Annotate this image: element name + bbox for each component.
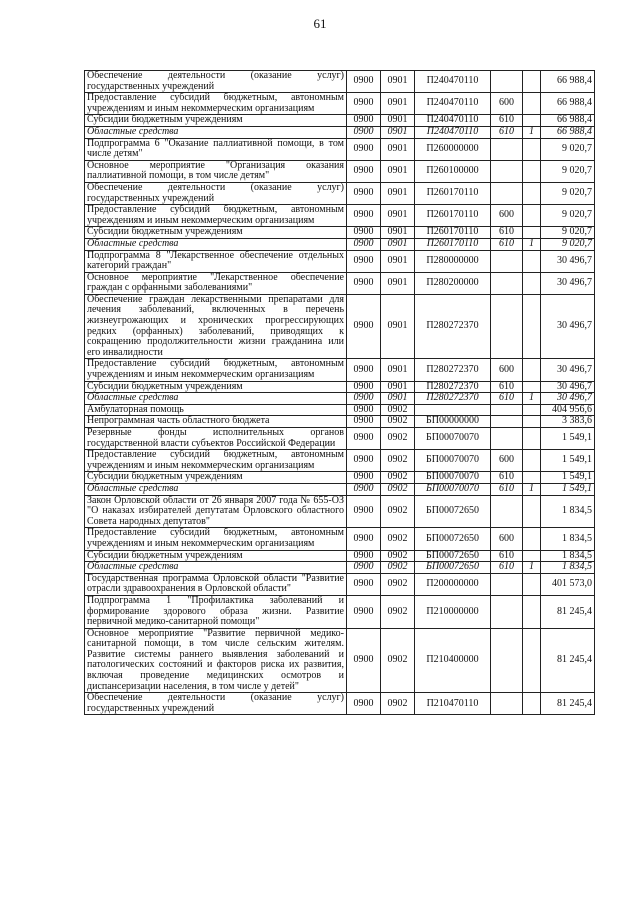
row-expense-type: 600 (491, 205, 523, 227)
row-source-code (523, 359, 541, 381)
row-section-code: 0900 (347, 138, 381, 160)
row-target-code: БП00070070 (415, 428, 491, 450)
row-subsection-code: 0901 (381, 205, 415, 227)
row-section-code: 0900 (347, 393, 381, 405)
row-subsection-code: 0902 (381, 573, 415, 595)
row-section-code: 0900 (347, 227, 381, 239)
row-section-code: 0900 (347, 404, 381, 416)
row-expense-type (491, 182, 523, 204)
row-target-code: БП00072650 (415, 528, 491, 550)
row-target-code: П260170110 (415, 182, 491, 204)
row-target-code: П280200000 (415, 272, 491, 294)
table-row (85, 160, 595, 182)
row-expense-type: 610 (491, 126, 523, 138)
row-amount: 81 245,4 (541, 693, 595, 715)
row-source-code (523, 472, 541, 484)
row-subsection-code: 0901 (381, 294, 415, 359)
table-row (85, 205, 595, 227)
table-row (85, 182, 595, 204)
row-expense-type (491, 160, 523, 182)
row-expense-type: 610 (491, 483, 523, 495)
table-row (85, 573, 595, 595)
row-subsection-code: 0902 (381, 628, 415, 693)
row-section-code: 0900 (347, 472, 381, 484)
row-section-code: 0900 (347, 71, 381, 93)
row-expense-type (491, 693, 523, 715)
row-amount: 30 496,7 (541, 294, 595, 359)
page-number: 61 (313, 16, 327, 31)
row-subsection-code: 0901 (381, 115, 415, 127)
row-source-code (523, 182, 541, 204)
row-source-code (523, 595, 541, 628)
row-source-code (523, 250, 541, 272)
row-amount: 1 549,1 (541, 483, 595, 495)
row-amount: 9 020,7 (541, 205, 595, 227)
row-expense-type (491, 294, 523, 359)
row-source-code (523, 205, 541, 227)
row-expense-type (491, 272, 523, 294)
table-row (85, 115, 595, 127)
row-subsection-code: 0902 (381, 404, 415, 416)
row-subsection-code: 0902 (381, 562, 415, 574)
row-name: Областные средства (85, 483, 347, 495)
row-subsection-code: 0902 (381, 595, 415, 628)
table-row (85, 359, 595, 381)
row-section-code: 0900 (347, 450, 381, 472)
table-row (85, 428, 595, 450)
row-expense-type (491, 428, 523, 450)
table-row (85, 595, 595, 628)
row-section-code: 0900 (347, 483, 381, 495)
row-section-code: 0900 (347, 573, 381, 595)
row-amount: 9 020,7 (541, 238, 595, 250)
row-expense-type: 600 (491, 359, 523, 381)
row-name: Основное мероприятие "Лекарственное обеспечение граждан с орфанными заболеваниями" (85, 272, 347, 294)
row-target-code (415, 404, 491, 416)
row-source-code: 1 (523, 126, 541, 138)
row-name: Предоставление субсидий бюджетным, автономным учреждениям и иным некоммерческим организациям (85, 528, 347, 550)
table-row (85, 272, 595, 294)
row-source-code (523, 404, 541, 416)
table-row (85, 227, 595, 239)
row-subsection-code: 0902 (381, 550, 415, 562)
row-expense-type: 610 (491, 393, 523, 405)
row-subsection-code: 0901 (381, 93, 415, 115)
row-target-code: БП00000000 (415, 416, 491, 428)
table-row (85, 381, 595, 393)
row-target-code: П280272370 (415, 294, 491, 359)
row-name: Непрограммная часть областного бюджета (85, 416, 347, 428)
row-subsection-code: 0902 (381, 416, 415, 428)
row-name: Предоставление субсидий бюджетным, автономным учреждениям и иным некоммерческим организациям (85, 93, 347, 115)
row-subsection-code: 0901 (381, 381, 415, 393)
row-name: Обеспечение граждан лекарственными препаратами для лечения заболеваний, включенных в перечень жизнеугрожающих и хронических прогрессирующих редких (орфанных) заболеваний, приводящих к сокращению продолжительности жизни гражданина или его инвалидности (85, 294, 347, 359)
row-subsection-code: 0901 (381, 126, 415, 138)
row-amount: 81 245,4 (541, 628, 595, 693)
row-section-code: 0900 (347, 115, 381, 127)
row-expense-type (491, 138, 523, 160)
row-source-code: 1 (523, 483, 541, 495)
row-amount: 9 020,7 (541, 182, 595, 204)
row-amount: 66 988,4 (541, 93, 595, 115)
row-expense-type (491, 495, 523, 528)
table-row (85, 71, 595, 93)
row-source-code (523, 227, 541, 239)
row-source-code (523, 528, 541, 550)
table-row (85, 562, 595, 574)
row-amount: 1 834,5 (541, 495, 595, 528)
row-amount: 401 573,0 (541, 573, 595, 595)
row-target-code: П280000000 (415, 250, 491, 272)
row-section-code: 0900 (347, 550, 381, 562)
row-target-code: П240470110 (415, 71, 491, 93)
row-target-code: П210000000 (415, 595, 491, 628)
row-target-code: П240470110 (415, 126, 491, 138)
row-expense-type (491, 416, 523, 428)
row-target-code: П210400000 (415, 628, 491, 693)
row-section-code: 0900 (347, 628, 381, 693)
row-subsection-code: 0901 (381, 182, 415, 204)
row-source-code (523, 294, 541, 359)
row-section-code: 0900 (347, 182, 381, 204)
row-amount: 9 020,7 (541, 227, 595, 239)
row-target-code: П200000000 (415, 573, 491, 595)
row-expense-type: 610 (491, 562, 523, 574)
row-source-code (523, 381, 541, 393)
table-row (85, 550, 595, 562)
row-section-code: 0900 (347, 428, 381, 450)
table-row (85, 250, 595, 272)
row-expense-type: 610 (491, 115, 523, 127)
table-row (85, 138, 595, 160)
row-name: Амбулаторная помощь (85, 404, 347, 416)
row-amount: 3 383,6 (541, 416, 595, 428)
row-amount: 30 496,7 (541, 359, 595, 381)
row-section-code: 0900 (347, 272, 381, 294)
row-name: Основное мероприятие "Развитие первичной медико-санитарной помощи, в том числе сельским жителям. Развитие системы раннего выявления заболеваний и патологических состояний и факторов риска их развития, включая проведение медицинских осмотров и диспансеризации населения, в том числе у детей" (85, 628, 347, 693)
row-subsection-code: 0901 (381, 359, 415, 381)
row-target-code: П210470110 (415, 693, 491, 715)
row-name: Основное мероприятие "Организация оказания паллиативной помощи, в том числе детям" (85, 160, 347, 182)
table-row (85, 450, 595, 472)
row-source-code (523, 428, 541, 450)
row-target-code: П280272370 (415, 359, 491, 381)
row-target-code: П260170110 (415, 227, 491, 239)
table-row (85, 416, 595, 428)
row-amount: 1 834,5 (541, 562, 595, 574)
table-row (85, 126, 595, 138)
row-source-code (523, 495, 541, 528)
row-expense-type: 610 (491, 550, 523, 562)
row-subsection-code: 0902 (381, 528, 415, 550)
row-subsection-code: 0901 (381, 71, 415, 93)
row-name: Предоставление субсидий бюджетным, автономным учреждениям и иным некоммерческим организациям (85, 450, 347, 472)
row-amount: 81 245,4 (541, 595, 595, 628)
row-section-code: 0900 (347, 250, 381, 272)
row-name: Субсидии бюджетным учреждениям (85, 381, 347, 393)
row-name: Подпрограмма 8 "Лекарственное обеспечение отдельных категорий граждан" (85, 250, 347, 272)
row-amount: 9 020,7 (541, 138, 595, 160)
row-section-code: 0900 (347, 359, 381, 381)
row-expense-type: 610 (491, 381, 523, 393)
row-name: Предоставление субсидий бюджетным, автономным учреждениям и иным некоммерческим организациям (85, 205, 347, 227)
row-amount: 1 549,1 (541, 450, 595, 472)
row-expense-type: 610 (491, 472, 523, 484)
row-amount: 9 020,7 (541, 160, 595, 182)
table-row (85, 495, 595, 528)
row-expense-type: 600 (491, 93, 523, 115)
row-target-code: П240470110 (415, 93, 491, 115)
row-source-code (523, 693, 541, 715)
row-target-code: П260000000 (415, 138, 491, 160)
row-target-code: БП00072650 (415, 562, 491, 574)
row-expense-type: 610 (491, 227, 523, 239)
table-row (85, 693, 595, 715)
row-subsection-code: 0902 (381, 495, 415, 528)
row-section-code: 0900 (347, 126, 381, 138)
row-subsection-code: 0902 (381, 428, 415, 450)
row-amount: 1 834,5 (541, 528, 595, 550)
row-amount: 404 956,6 (541, 404, 595, 416)
row-source-code (523, 138, 541, 160)
row-subsection-code: 0901 (381, 160, 415, 182)
row-section-code: 0900 (347, 238, 381, 250)
row-amount: 30 496,7 (541, 393, 595, 405)
row-expense-type: 600 (491, 450, 523, 472)
row-name: Областные средства (85, 562, 347, 574)
row-section-code: 0900 (347, 93, 381, 115)
table-row (85, 404, 595, 416)
budget-table (84, 70, 595, 715)
row-name: Подпрограмма 1 "Профилактика заболеваний и формирование здорового образа жизни. Развитие первичной медико-санитарной помощи" (85, 595, 347, 628)
row-subsection-code: 0902 (381, 483, 415, 495)
table-row (85, 628, 595, 693)
row-subsection-code: 0901 (381, 227, 415, 239)
row-amount: 30 496,7 (541, 272, 595, 294)
row-source-code (523, 272, 541, 294)
row-expense-type (491, 628, 523, 693)
row-target-code: БП00070070 (415, 472, 491, 484)
row-section-code: 0900 (347, 595, 381, 628)
row-section-code: 0900 (347, 495, 381, 528)
row-target-code: БП00070070 (415, 483, 491, 495)
row-section-code: 0900 (347, 160, 381, 182)
row-target-code: П260170110 (415, 205, 491, 227)
row-name: Резервные фонды исполнительных органов государственной власти субъектов Российской Федерации (85, 428, 347, 450)
row-target-code: П240470110 (415, 115, 491, 127)
table-row (85, 472, 595, 484)
row-name: Закон Орловской области от 26 января 2007 года № 655-ОЗ "О наказах избирателей депутатам Орловского областного Совета народных депутатов" (85, 495, 347, 528)
row-name: Субсидии бюджетным учреждениям (85, 550, 347, 562)
row-source-code (523, 628, 541, 693)
row-target-code: П260100000 (415, 160, 491, 182)
row-source-code: 1 (523, 393, 541, 405)
row-source-code (523, 93, 541, 115)
row-source-code (523, 115, 541, 127)
row-section-code: 0900 (347, 416, 381, 428)
row-source-code: 1 (523, 562, 541, 574)
row-source-code (523, 450, 541, 472)
row-amount: 1 834,5 (541, 550, 595, 562)
row-name: Обеспечение деятельности (оказание услуг) государственных учреждений (85, 182, 347, 204)
row-amount: 1 549,1 (541, 472, 595, 484)
row-section-code: 0900 (347, 381, 381, 393)
row-subsection-code: 0901 (381, 138, 415, 160)
table-row (85, 393, 595, 405)
row-expense-type (491, 250, 523, 272)
row-amount: 66 988,4 (541, 71, 595, 93)
row-name: Областные средства (85, 393, 347, 405)
row-name: Государственная программа Орловской области "Развитие отрасли здравоохранения в Орловской области" (85, 573, 347, 595)
row-expense-type: 610 (491, 238, 523, 250)
row-source-code (523, 71, 541, 93)
row-target-code: П280272370 (415, 381, 491, 393)
table-row (85, 294, 595, 359)
row-name: Областные средства (85, 126, 347, 138)
row-target-code: П280272370 (415, 393, 491, 405)
row-expense-type: 600 (491, 528, 523, 550)
row-expense-type (491, 573, 523, 595)
row-subsection-code: 0901 (381, 250, 415, 272)
row-section-code: 0900 (347, 294, 381, 359)
row-amount: 66 988,4 (541, 126, 595, 138)
row-source-code (523, 550, 541, 562)
row-source-code (523, 573, 541, 595)
row-subsection-code: 0902 (381, 450, 415, 472)
table-row (85, 93, 595, 115)
row-name: Областные средства (85, 238, 347, 250)
row-subsection-code: 0901 (381, 238, 415, 250)
row-target-code: БП00072650 (415, 495, 491, 528)
table-row (85, 238, 595, 250)
row-subsection-code: 0902 (381, 472, 415, 484)
row-amount: 30 496,7 (541, 381, 595, 393)
row-name: Субсидии бюджетным учреждениям (85, 472, 347, 484)
row-expense-type (491, 404, 523, 416)
row-name: Обеспечение деятельности (оказание услуг) государственных учреждений (85, 693, 347, 715)
row-target-code: П260170110 (415, 238, 491, 250)
row-amount: 1 549,1 (541, 428, 595, 450)
row-section-code: 0900 (347, 562, 381, 574)
row-name: Субсидии бюджетным учреждениям (85, 227, 347, 239)
row-section-code: 0900 (347, 528, 381, 550)
row-name: Предоставление субсидий бюджетным, автономным учреждениям и иным некоммерческим организациям (85, 359, 347, 381)
row-name: Подпрограмма 6 "Оказание паллиативной помощи, в том числе детям" (85, 138, 347, 160)
row-target-code: БП00072650 (415, 550, 491, 562)
row-expense-type (491, 71, 523, 93)
row-subsection-code: 0901 (381, 272, 415, 294)
row-expense-type (491, 595, 523, 628)
row-target-code: БП00070070 (415, 450, 491, 472)
row-source-code (523, 416, 541, 428)
row-source-code: 1 (523, 238, 541, 250)
row-subsection-code: 0901 (381, 393, 415, 405)
row-section-code: 0900 (347, 693, 381, 715)
table-row (85, 483, 595, 495)
row-name: Субсидии бюджетным учреждениям (85, 115, 347, 127)
row-section-code: 0900 (347, 205, 381, 227)
row-amount: 66 988,4 (541, 115, 595, 127)
row-name: Обеспечение деятельности (оказание услуг) государственных учреждений (85, 71, 347, 93)
table-row (85, 528, 595, 550)
row-subsection-code: 0902 (381, 693, 415, 715)
row-source-code (523, 160, 541, 182)
row-amount: 30 496,7 (541, 250, 595, 272)
